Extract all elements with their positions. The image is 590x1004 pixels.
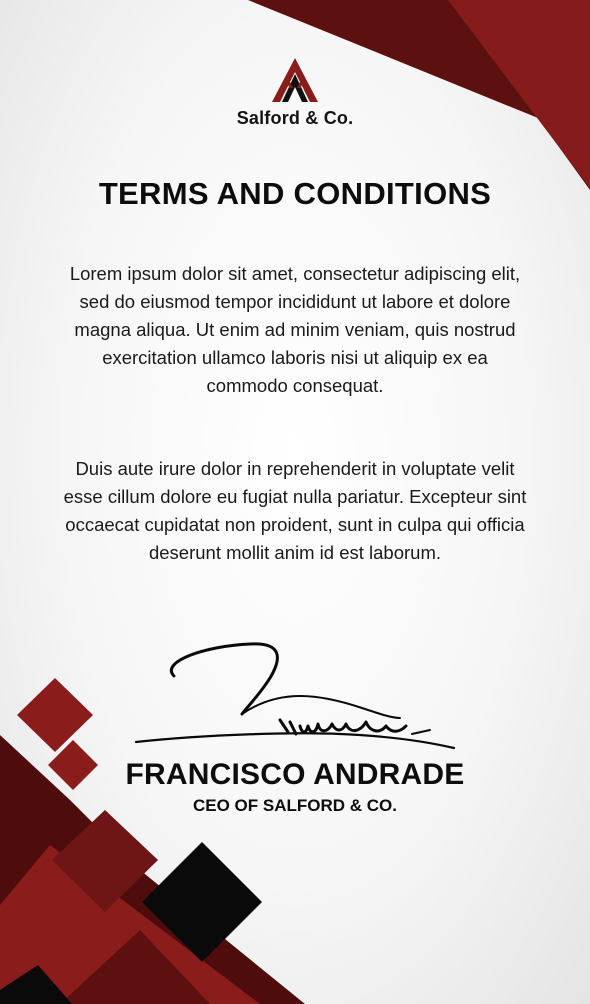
company-name: Salford & Co. [236, 108, 354, 128]
small-diamond-top [17, 678, 93, 752]
signer-title: CEO OF SALFORD & CO. [193, 796, 397, 815]
mountain-logo-icon [272, 56, 318, 104]
paragraph-1: Lorem ipsum dolor sit amet, consectetur adipiscing elit, sed do eiusmod tempor incididunt ut labore et dolore magna aliqua. Ut enim ad minim veniam, quis nostrud exercitation ullamco laboris nisi ut aliquip ex ea commodo consequat. [69, 263, 521, 396]
paragraph-2: Duis aute irure dolor in reprehenderit in voluptate velit esse cillum dolore eu fugiat nulla pariatur. Excepteur sint occaecat cupidatat non proident, sunt in culpa qui officia deserunt mollit anim id est laborum. [63, 458, 527, 563]
signer-name: FRANCISCO ANDRADE [125, 758, 465, 791]
document-title: TERMS AND CONDITIONS [98, 176, 492, 211]
handwritten-signature [130, 636, 460, 756]
company-logo [0, 56, 590, 129]
